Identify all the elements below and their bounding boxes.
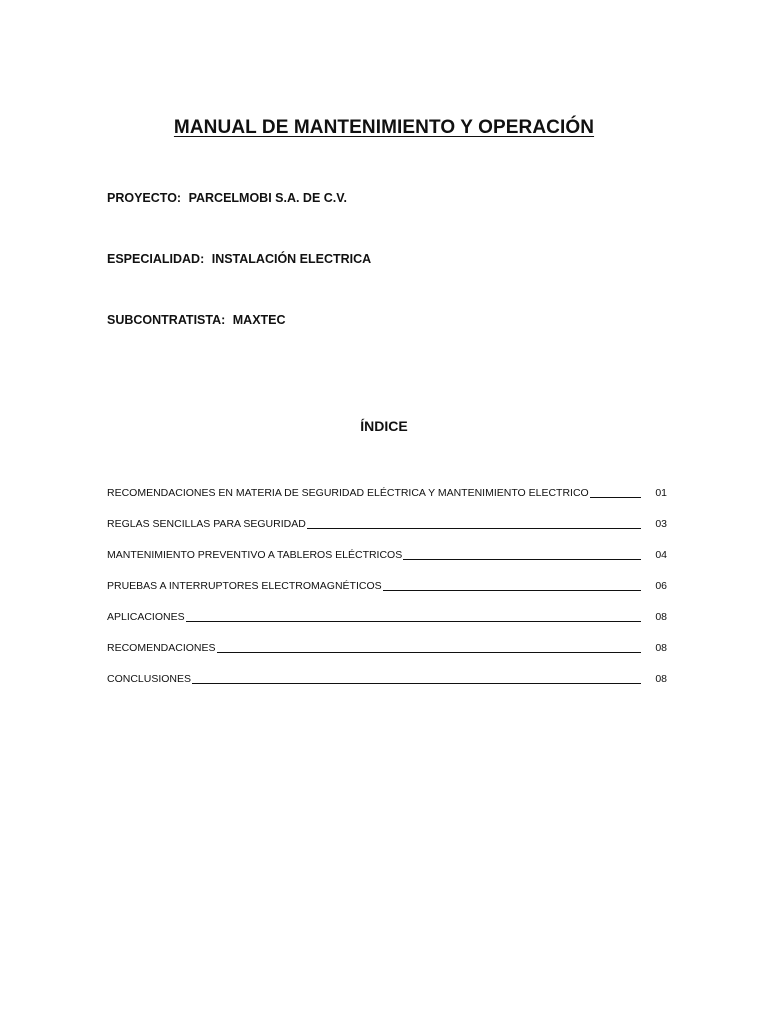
specialty-value: INSTALACIÓN ELECTRICA (211, 252, 372, 266)
toc-entry-page: 01 (655, 487, 667, 499)
toc-leader-line (403, 549, 641, 560)
toc-entry (107, 549, 667, 580)
project-value: PARCELMOBI S.A. DE C.V. (188, 191, 347, 205)
toc-entry (107, 487, 667, 518)
document-title: MANUAL DE MANTENIMIENTO Y OPERACIÓN (173, 117, 595, 138)
toc-entry-page: 04 (655, 549, 667, 561)
specialty-line (107, 252, 371, 266)
subcontractor-value: MAXTEC (232, 313, 286, 327)
toc-entry-page: 08 (655, 673, 667, 685)
toc-leader-line (307, 518, 641, 529)
toc-leader-line (217, 642, 641, 653)
toc-entry (107, 580, 667, 611)
project-line (107, 191, 347, 205)
specialty-label: ESPECIALIDAD: (107, 252, 205, 266)
toc-entry-page: 08 (655, 611, 667, 623)
toc-entry-title: RECOMENDACIONES (107, 642, 216, 654)
toc-leader-line (192, 673, 641, 684)
subcontractor-line (107, 313, 286, 327)
toc-entry-title: PRUEBAS A INTERRUPTORES ELECTROMAGNÉTICOS (107, 580, 382, 592)
subcontractor-label: SUBCONTRATISTA: (107, 313, 226, 327)
toc-entry (107, 611, 667, 642)
toc-entry-page: 06 (655, 580, 667, 592)
toc-entry (107, 673, 667, 704)
toc-entry-title: RECOMENDACIONES EN MATERIA DE SEGURIDAD ELÉCTRICA Y MANTENIMIENTO ELECTRICO (107, 487, 589, 499)
index-heading: ÍNDICE (360, 418, 408, 434)
toc-entry (107, 518, 667, 549)
toc-entry-title: CONCLUSIONES (107, 673, 192, 685)
table-of-contents (107, 487, 667, 704)
toc-entry-title: APLICACIONES (107, 611, 185, 623)
toc-entry-title: MANTENIMIENTO PREVENTIVO A TABLEROS ELÉCTRICOS (107, 549, 403, 561)
toc-entry-page: 08 (655, 642, 667, 654)
toc-entry-page: 03 (655, 518, 667, 530)
toc-leader-line (186, 611, 641, 622)
toc-entry (107, 642, 667, 673)
toc-entry-title: REGLAS SENCILLAS PARA SEGURIDAD (107, 518, 306, 530)
project-label: PROYECTO: (107, 191, 182, 205)
toc-leader-line (383, 580, 641, 591)
toc-leader-line (590, 487, 641, 498)
